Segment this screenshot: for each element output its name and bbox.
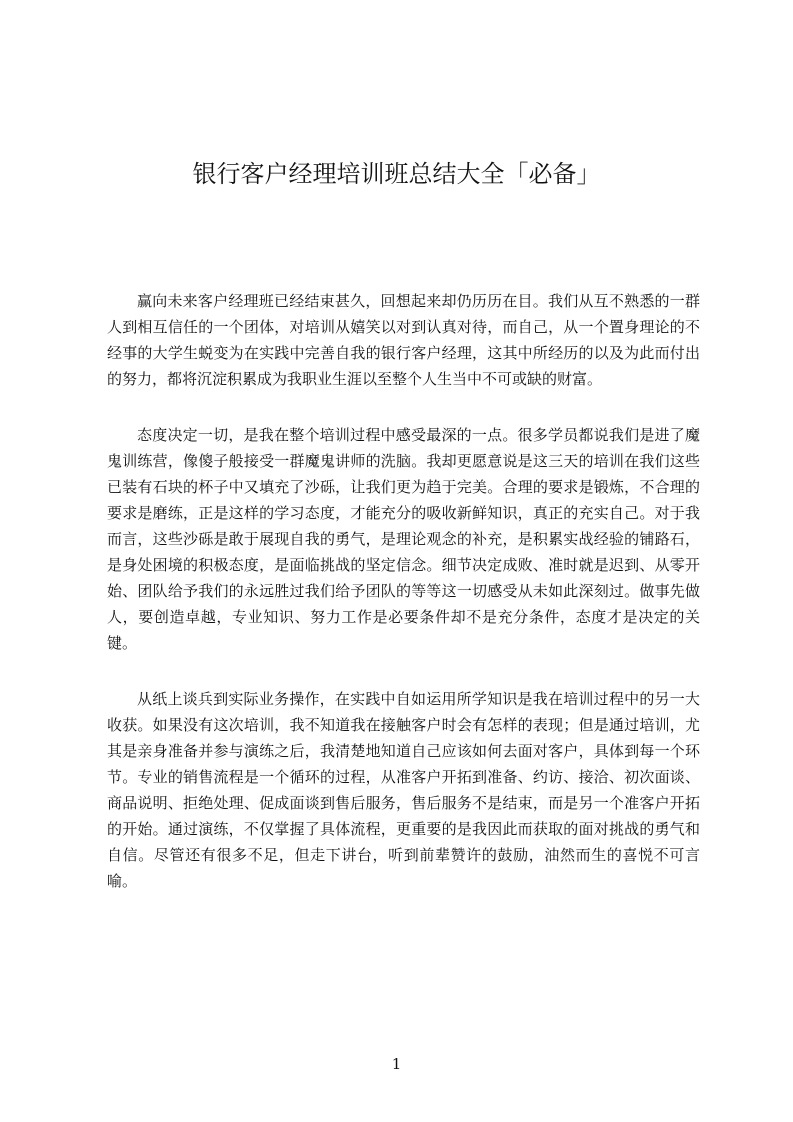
document-title: 银行客户经理培训班总结大全「必备」 (192, 160, 601, 189)
page-number: 1 (391, 1055, 402, 1073)
paragraph-attitude: 态度决定一切，是我在整个培训过程中感受最深的一点。很多学员都说我们是进了魔鬼训练营，像傻子般接受一群魔鬼讲师的洗脑。我却更愿意说是这三天的培训在我们这些已装有石块的杯子中又填充了沙砾，让我们更为趋于完美。合理的要求是锻炼，不合理的要求是磨练，正是这样的学习态度，才能充分的吸收新鲜知识，真正的充实自己。对于我而言，这些沙砾是敢于展现自我的勇气，是理论观念的补充，是积累实战经验的铺路石，是身处困境的积极态度，是面临挑战的坚定信念。细节决定成败、准时就是迟到、从零开始、团队给予我们的永远胜过我们给予团队的等等这一切感受从未如此深刻过。做事先做人，要创造卓越，专业知识、努力工作是必要条件却不是充分条件，态度才是决定的关键。 (107, 426, 700, 652)
document-body (107, 288, 700, 924)
paragraph-practice: 从纸上谈兵到实际业务操作，在实践中自如运用所学知识是我在培训过程中的另一大收获。如果没有这次培训，我不知道我在接触客户时会有怎样的表现；但是通过培训，尤其是亲身准备并参与演练之后，我清楚地知道自己应该如何去面对客户，具体到每一个环节。专业的销售流程是一个循环的过程，从准客户开拓到准备、约访、接洽、初次面谈、商品说明、拒绝处理、促成面谈到售后服务，售后服务不是结束，而是另一个准客户开拓的开始。通过演练，不仅掌握了具体流程，更重要的是我因此而获取的面对挑战的勇气和自信。尽管还有很多不足，但走下讲台，听到前辈赞许的鼓励，油然而生的喜悦不可言喻。 (107, 690, 700, 890)
paragraph-intro: 赢向未来客户经理班已经结束甚久，回想起来却仍历历在目。我们从互不熟悉的一群人到相互信任的一个团体，对培训从嬉笑以对到认真对待，而自己，从一个置身理论的不经事的大学生蜕变为在实践中完善自我的银行客户经理，这其中所经历的以及为此而付出的努力，都将沉淀积累成为我职业生涯以至整个人生当中不可或缺的财富。 (107, 292, 700, 388)
